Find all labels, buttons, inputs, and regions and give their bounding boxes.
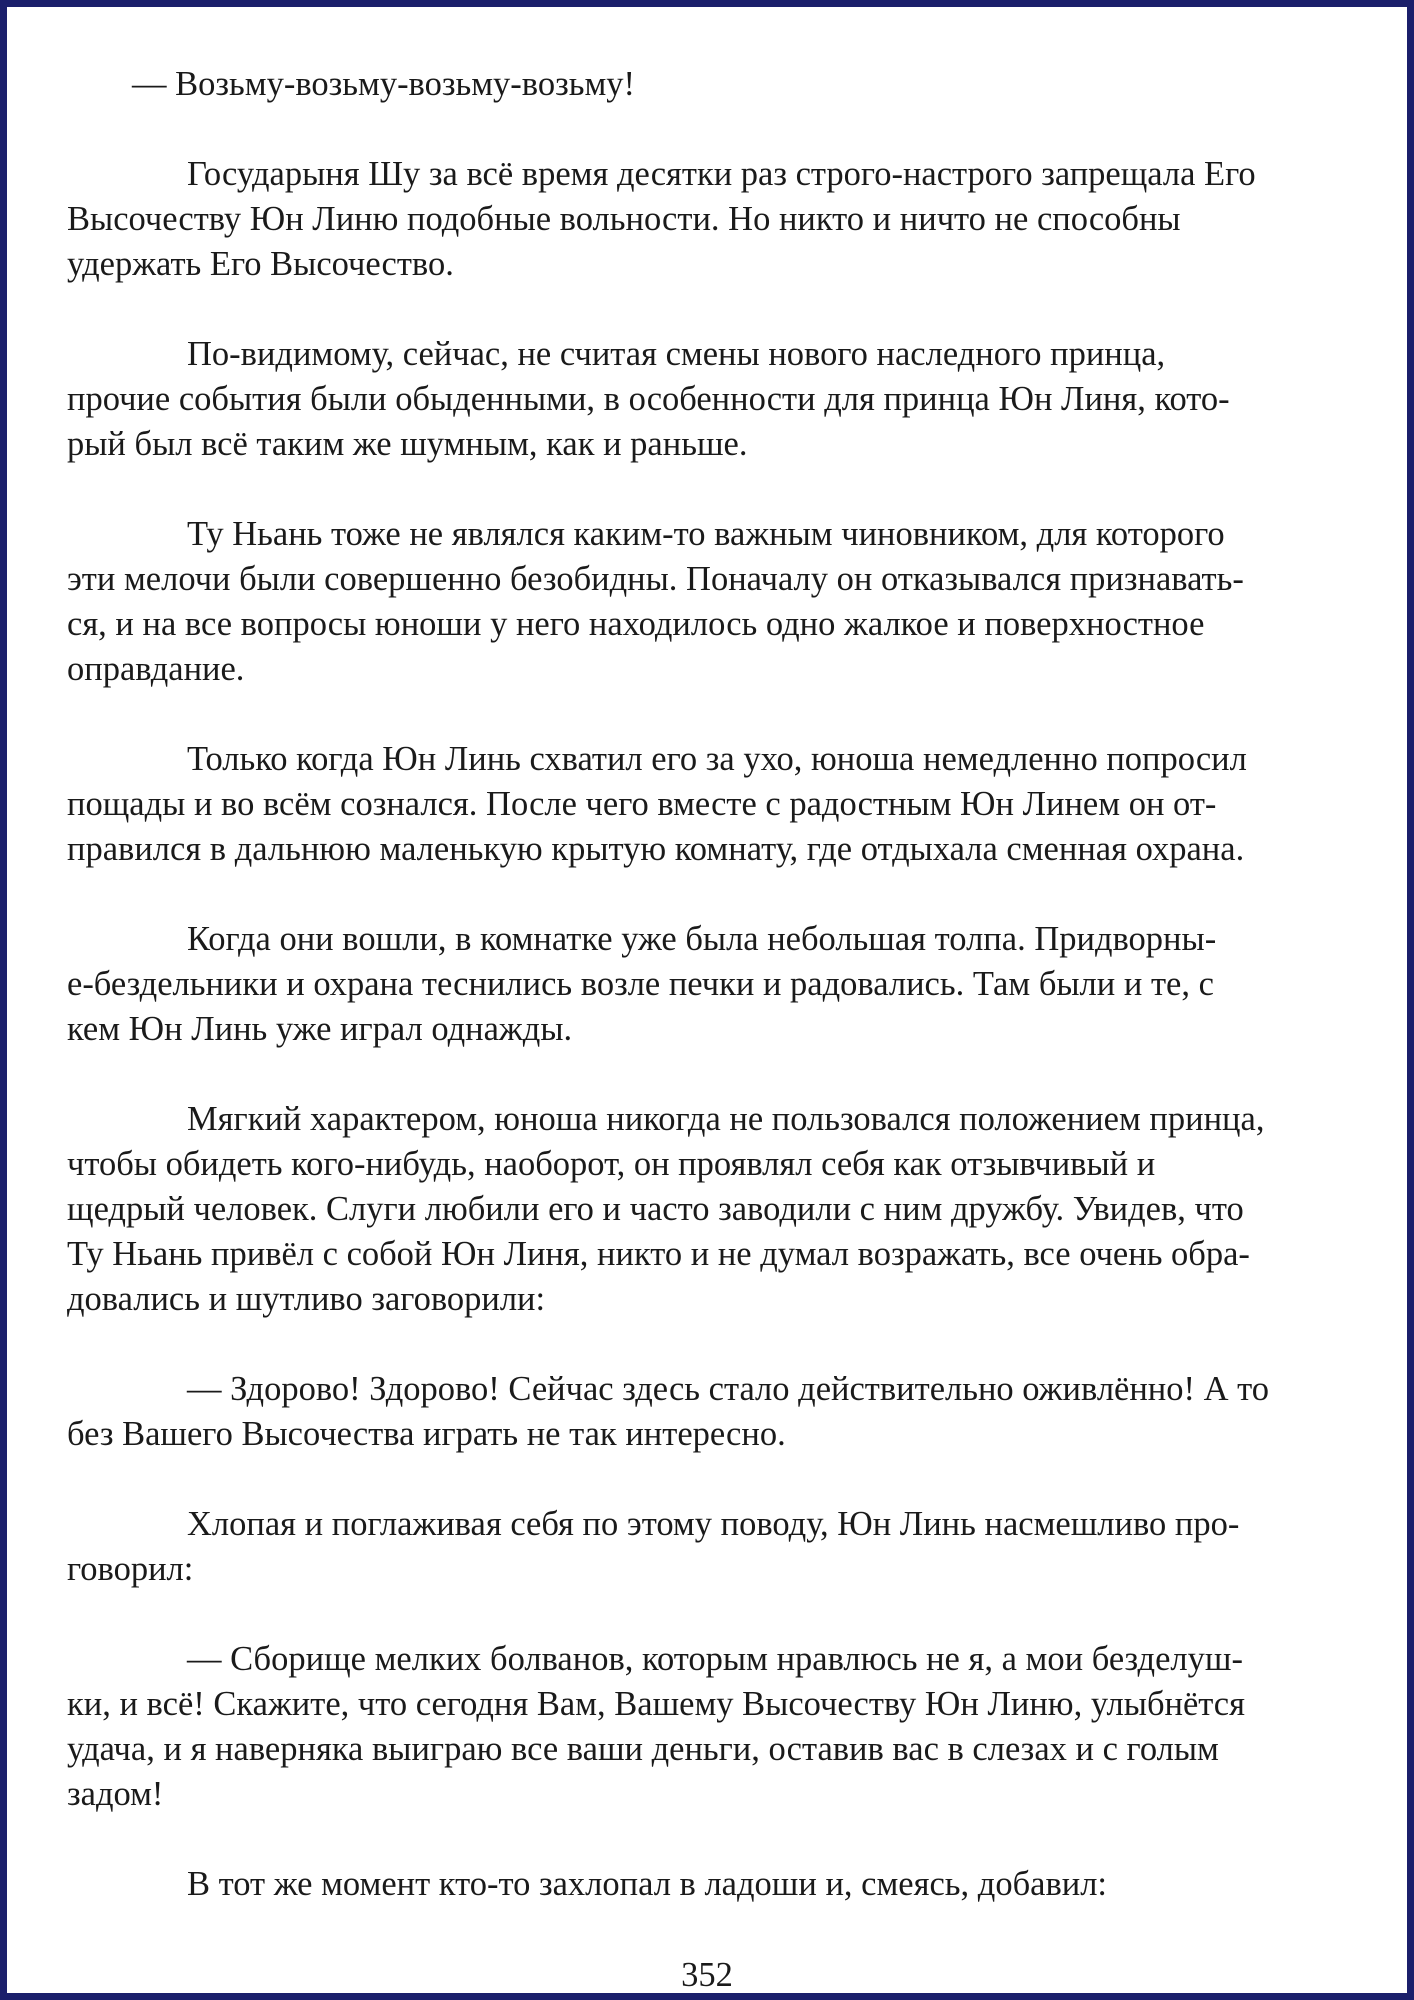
paragraph-line: — Возьму-возьму-возьму-возьму!	[132, 65, 636, 103]
paragraph-line: щедрый человек. Слуги любили его и часто заводили с ним дружбу. Увидев, что	[67, 1190, 1244, 1228]
paragraph-6	[67, 917, 1367, 1052]
paragraph-line: Ту Ньань тоже не являлся каким-то важным чиновником, для которого	[187, 515, 1225, 553]
paragraph-line: Ту Ньань привёл с собой Юн Линя, никто и не думал возражать, все очень обра-	[67, 1235, 1250, 1273]
paragraph-line: — Здорово! Здорово! Сейчас здесь стало действительно оживлённо! А то	[187, 1370, 1270, 1408]
paragraph-3	[67, 332, 1367, 467]
paragraph-7	[67, 1097, 1367, 1322]
paragraph-line: говорил:	[67, 1550, 194, 1588]
paragraph-line: рый был всё таким же шумным, как и раньше.	[67, 425, 748, 463]
paragraph-5	[67, 737, 1367, 872]
paragraph-4	[67, 512, 1367, 692]
paragraph-line: чтобы обидеть кого-нибудь, наоборот, он проявлял себя как отзывчивый и	[67, 1145, 1156, 1183]
paragraph-line: В тот же момент кто-то захлопал в ладоши и, смеясь, добавил:	[187, 1865, 1108, 1903]
paragraph-8	[67, 1367, 1367, 1457]
paragraph-9	[67, 1502, 1367, 1592]
paragraph-line: оправдание.	[67, 650, 245, 688]
paragraph-line: Хлопая и поглаживая себя по этому поводу, Юн Линь насмешливо про-	[187, 1505, 1240, 1543]
paragraph-line: задом!	[67, 1775, 164, 1813]
paragraph-line: удача, и я наверняка выиграю все ваши деньги, оставив вас в слезах и с голым	[67, 1730, 1219, 1768]
paragraph-10	[67, 1637, 1367, 1817]
paragraph-line: е-бездельники и охрана теснились возле печки и радовались. Там были и те, с	[67, 965, 1214, 1003]
paragraph-1	[67, 62, 1367, 107]
paragraph-line: ки, и всё! Скажите, что сегодня Вам, Вашему Высочеству Юн Линю, улыбнётся	[67, 1685, 1245, 1723]
paragraph-line: — Сборище мелких болванов, которым нравлюсь не я, а мои безделуш-	[187, 1640, 1243, 1678]
paragraph-line: кем Юн Линь уже играл однажды.	[67, 1010, 573, 1048]
page-body	[67, 62, 1367, 1907]
paragraph-line: довались и шутливо заговорили:	[67, 1280, 546, 1318]
paragraph-line: Мягкий характером, юноша никогда не пользовался положением принца,	[187, 1100, 1265, 1138]
paragraph-line: без Вашего Высочества играть не так интересно.	[67, 1415, 786, 1453]
paragraph-line: ся, и на все вопросы юноши у него находилось одно жалкое и поверхностное	[67, 605, 1205, 643]
paragraph-line: правился в дальнюю маленькую крытую комнату, где отдыхала сменная охрана.	[67, 830, 1245, 868]
paragraph-line: По-видимому, сейчас, не считая смены нового наследного принца,	[187, 335, 1166, 373]
paragraph-line: Только когда Юн Линь схватил его за ухо, юноша немедленно попросил	[187, 740, 1247, 778]
paragraph-line: прочие события были обыденными, в особенности для принца Юн Линя, кото-	[67, 380, 1230, 418]
paragraph-11	[67, 1862, 1367, 1907]
paragraph-line: Высочеству Юн Линю подобные вольности. Но никто и ничто не способны	[67, 200, 1181, 238]
paragraph-line: Когда они вошли, в комнатке уже была небольшая толпа. Придворны-	[187, 920, 1217, 958]
page-number: 352	[681, 1956, 733, 1994]
paragraph-2	[67, 152, 1367, 287]
paragraph-line: Государыня Шу за всё время десятки раз строго-настрого запрещала Его	[187, 155, 1256, 193]
paragraph-line: удержать Его Высочество.	[67, 245, 454, 283]
paragraph-line: эти мелочи были совершенно безобидны. Поначалу он отказывался признавать-	[67, 560, 1244, 598]
paragraph-line: пощады и во всём сознался. После чего вместе с радостным Юн Линем он от-	[67, 785, 1217, 823]
